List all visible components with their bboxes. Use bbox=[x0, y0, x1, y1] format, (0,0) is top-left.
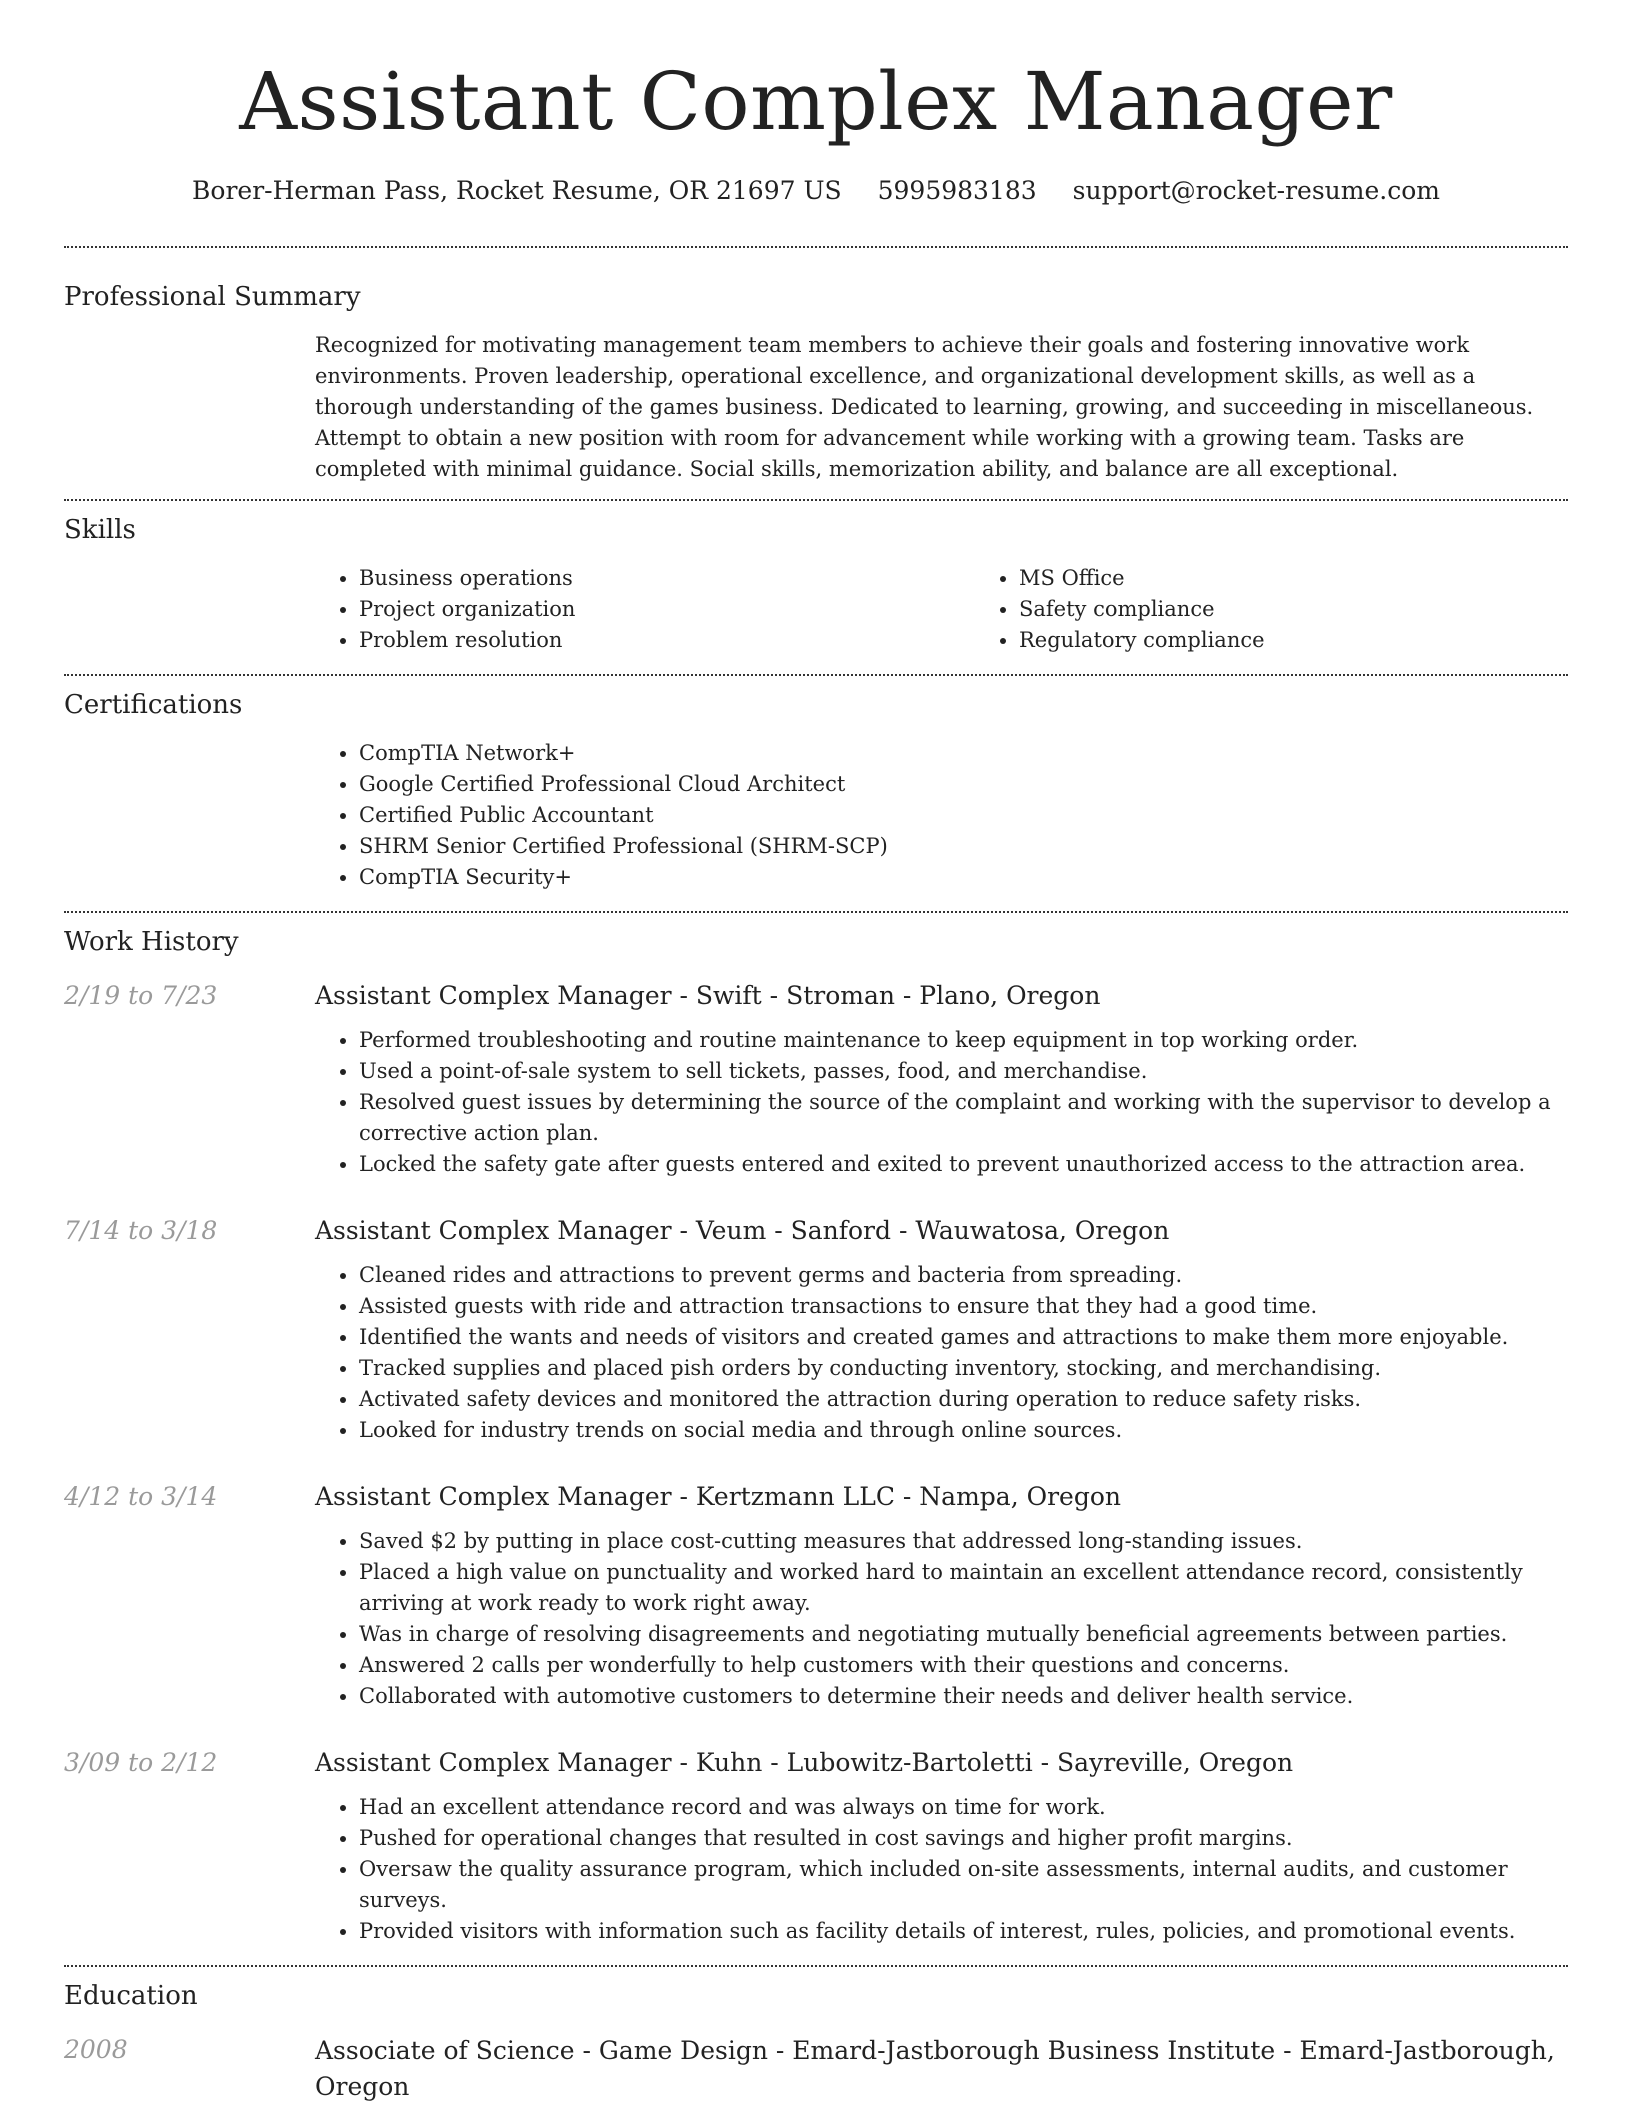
job-entry bbox=[64, 1214, 1568, 1446]
job-bullet: • Provided visitors with information such as facility details of interest, rules, policies, and promotional events. bbox=[359, 1916, 1568, 1947]
summary-section bbox=[64, 248, 1568, 499]
job-dates: 2/19 to 7/23 bbox=[64, 981, 218, 1010]
skills-grid bbox=[315, 563, 1632, 656]
job-bullet: • Performed troubleshooting and routine maintenance to keep equipment in top working order. bbox=[359, 1025, 1568, 1056]
education-year: 2008 bbox=[64, 2035, 128, 2064]
job-bullet: • Used a point-of-sale system to sell tickets, passes, food, and merchandise. bbox=[359, 1056, 1568, 1087]
contact-email: support@rocket-resume.com bbox=[1072, 176, 1440, 205]
job-title: Assistant Complex Manager - Kertzmann LLC - Nampa, Oregon bbox=[315, 1482, 1121, 1511]
job-dates: 4/12 to 3/14 bbox=[64, 1482, 218, 1511]
job-bullet: • Answered 2 calls per wonderfully to help customers with their questions and concerns. bbox=[359, 1650, 1568, 1681]
job-bullet: • Assisted guests with ride and attraction transactions to ensure that they had a good time. bbox=[359, 1291, 1568, 1322]
job-bullet: • Collaborated with automotive customers to determine their needs and deliver health service. bbox=[359, 1681, 1568, 1712]
skills-column-1 bbox=[315, 563, 975, 656]
summary-row bbox=[64, 330, 1568, 485]
skill-item: • Project organization bbox=[359, 594, 975, 625]
job-bullets bbox=[315, 1792, 1568, 1947]
skill-item: • MS Office bbox=[1019, 563, 1632, 594]
candidate-name: Assistant Complex Manager bbox=[239, 55, 1393, 148]
job-bullet: • Looked for industry trends on social media and through online sources. bbox=[359, 1415, 1568, 1446]
education-body bbox=[315, 2033, 1568, 2105]
job-title: Assistant Complex Manager - Veum - Sanford - Wauwatosa, Oregon bbox=[315, 1216, 1170, 1245]
job-bullet: • Cleaned rides and attractions to prevent germs and bacteria from spreading. bbox=[359, 1260, 1568, 1291]
job-bullet: • Oversaw the quality assurance program, which included on-site assessments, internal audits, and customer surveys. bbox=[359, 1854, 1568, 1916]
summary-body bbox=[315, 330, 1568, 485]
certification-item: • SHRM Senior Certified Professional (SHRM-SCP) bbox=[359, 831, 1568, 862]
job-bullet: • Identified the wants and needs of visitors and created games and attractions to make them more enjoyable. bbox=[359, 1322, 1568, 1353]
skill-item: • Business operations bbox=[359, 563, 975, 594]
job-body bbox=[315, 1746, 1568, 1947]
job-row bbox=[64, 979, 1568, 1180]
job-bullets bbox=[315, 1025, 1568, 1180]
certifications-row bbox=[64, 738, 1568, 893]
job-bullet: • Was in charge of resolving disagreements and negotiating mutually beneficial agreements between parties. bbox=[359, 1619, 1568, 1650]
certification-item: • CompTIA Security+ bbox=[359, 862, 1568, 893]
job-bullet: • Resolved guest issues by determining the source of the complaint and working with the supervisor to develop a corrective action plan. bbox=[359, 1087, 1568, 1149]
job-entry bbox=[64, 979, 1568, 1180]
job-bullets bbox=[315, 1526, 1568, 1712]
job-bullets bbox=[315, 1260, 1568, 1446]
skills-column-2 bbox=[975, 563, 1632, 656]
job-row bbox=[64, 1746, 1568, 1947]
job-dates: 7/14 to 3/18 bbox=[64, 1216, 218, 1245]
resume-header bbox=[64, 0, 1568, 208]
job-row bbox=[64, 1480, 1568, 1712]
certifications-section bbox=[64, 676, 1568, 911]
job-title: Assistant Complex Manager - Swift - Stroman - Plano, Oregon bbox=[315, 981, 1101, 1010]
job-bullet: • Locked the safety gate after guests entered and exited to prevent unauthorized access to the attraction area. bbox=[359, 1149, 1568, 1180]
skill-item: • Safety compliance bbox=[1019, 594, 1632, 625]
job-bullet: • Tracked supplies and placed pish orders by conducting inventory, stocking, and merchandising. bbox=[359, 1353, 1568, 1384]
summary-title: Professional Summary bbox=[64, 282, 361, 312]
education-title: Education bbox=[64, 1981, 198, 2011]
skills-section bbox=[64, 501, 1568, 674]
education-row bbox=[64, 2033, 1568, 2105]
education-degree: Associate of Science - Game Design - Emard-Jastborough Business Institute - Emard-Jastborough, Oregon bbox=[315, 2036, 1555, 2101]
job-entry bbox=[64, 1480, 1568, 1712]
contact-line bbox=[64, 174, 1568, 208]
certifications-title: Certifications bbox=[64, 690, 243, 720]
job-bullet: • Placed a high value on punctuality and worked hard to maintain an excellent attendance record, consistently arriving at work ready to work right away. bbox=[359, 1557, 1568, 1619]
certification-item: • CompTIA Network+ bbox=[359, 738, 1568, 769]
certifications-body bbox=[315, 738, 1568, 893]
job-bullet: • Pushed for operational changes that resulted in cost savings and higher profit margins. bbox=[359, 1823, 1568, 1854]
education-section bbox=[64, 1967, 1568, 2123]
job-row bbox=[64, 1214, 1568, 1446]
work-section bbox=[64, 913, 1568, 1965]
job-bullet: • Saved $2 by putting in place cost-cutting measures that addressed long-standing issues. bbox=[359, 1526, 1568, 1557]
job-entry bbox=[64, 1746, 1568, 1947]
job-bullet: • Had an excellent attendance record and was always on time for work. bbox=[359, 1792, 1568, 1823]
job-bullet: • Activated safety devices and monitored the attraction during operation to reduce safety risks. bbox=[359, 1384, 1568, 1415]
skill-item: • Regulatory compliance bbox=[1019, 625, 1632, 656]
certification-item: • Google Certified Professional Cloud Architect bbox=[359, 769, 1568, 800]
work-title: Work History bbox=[64, 927, 239, 957]
job-body bbox=[315, 979, 1568, 1180]
skill-item: • Problem resolution bbox=[359, 625, 975, 656]
job-dates: 3/09 to 2/12 bbox=[64, 1748, 218, 1777]
summary-text: Recognized for motivating management team members to achieve their goals and fostering innovative work environments. Proven leadership, operational excellence, and organizational development skills, as well as a thorough understanding of the games business. Dedicated to learning, growing, and succeeding in miscellaneous. Attempt to obtain a new position with room for advancement while working with a growing team. Tasks are completed with minimal guidance. Social skills, memorization ability, and balance are all exceptional. bbox=[315, 333, 1534, 481]
skills-row bbox=[64, 563, 1568, 656]
contact-address: Borer-Herman Pass, Rocket Resume, OR 21697 US bbox=[192, 176, 842, 205]
skills-title: Skills bbox=[64, 515, 136, 545]
job-body bbox=[315, 1480, 1568, 1712]
certifications-list bbox=[315, 738, 1568, 893]
certification-item: • Certified Public Accountant bbox=[359, 800, 1568, 831]
contact-phone: 5995983183 bbox=[877, 176, 1037, 205]
job-body bbox=[315, 1214, 1568, 1446]
job-title: Assistant Complex Manager - Kuhn - Lubowitz-Bartoletti - Sayreville, Oregon bbox=[315, 1748, 1294, 1777]
